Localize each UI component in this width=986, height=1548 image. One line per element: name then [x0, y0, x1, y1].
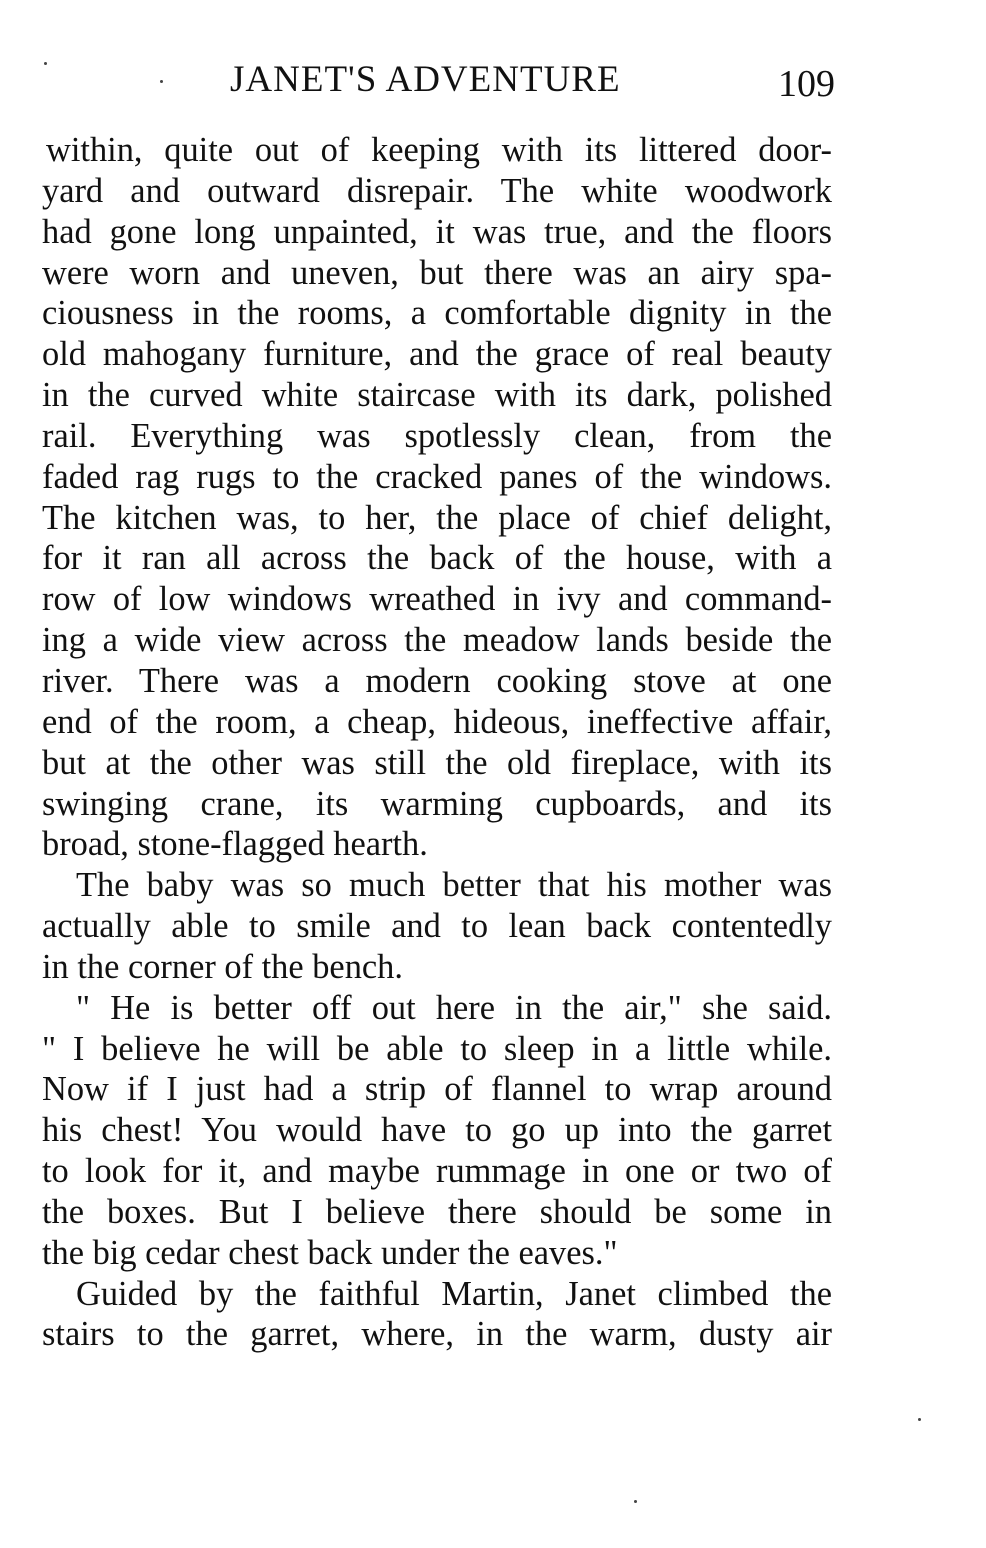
text-line: the boxes. But I believe there should be some in	[42, 1192, 832, 1231]
text-line: had gone long unpainted, it was true, and the floors	[42, 212, 832, 251]
text-line: swinging crane, its warming cupboards, and its	[42, 784, 832, 823]
text-line: in the corner of the bench.	[42, 947, 403, 986]
text-line: row of low windows wreathed in ivy and command-	[42, 580, 832, 619]
text-line: old mahogany furniture, and the grace of real beauty	[42, 335, 832, 374]
text-line: The kitchen was, to her, the place of chief delight,	[42, 498, 832, 537]
scan-speck	[918, 1418, 921, 1421]
text-line: his chest! You would have to go up into the garret	[42, 1111, 832, 1150]
text-line: were worn and uneven, but there was an airy spa-	[42, 253, 832, 292]
text-line: yard and outward disrepair. The white woodwork	[42, 171, 832, 210]
text-line: but at the other was still the old fireplace, with its	[42, 743, 832, 782]
text-line: ciousness in the rooms, a comfortable dignity in the	[42, 294, 832, 333]
page-header	[0, 52, 986, 108]
text-line: faded rag rugs to the cracked panes of the windows.	[42, 457, 832, 496]
text-line: to look for it, and maybe rummage in one or two of	[42, 1152, 832, 1191]
text-line: in the curved white staircase with its dark, polished	[42, 376, 832, 415]
text-line: the big cedar chest back under the eaves."	[42, 1233, 618, 1272]
text-line: actually able to smile and to lean back contentedly	[42, 907, 832, 946]
text-line: for it ran all across the back of the house, with a	[42, 539, 832, 578]
text-line: within, quite out of keeping with its littered door-	[46, 131, 832, 169]
text-line: Guided by the faithful Martin, Janet climbed the	[76, 1274, 832, 1313]
text-line: stairs to the garret, where, in the warm, dusty air	[42, 1315, 832, 1354]
text-line: The baby was so much better that his mother was	[76, 866, 832, 905]
text-line: ing a wide view across the meadow lands beside the	[42, 621, 832, 660]
page-number: 109	[778, 63, 835, 105]
text-line: " He is better off out here in the air," she said.	[76, 988, 832, 1027]
scan-speck	[160, 80, 163, 83]
text-line: rail. Everything was spotlessly clean, from the	[42, 416, 832, 455]
text-line: broad, stone-flagged hearth.	[42, 825, 428, 864]
body-text	[42, 130, 832, 1355]
text-line: end of the room, a cheap, hideous, ineffective affair,	[42, 702, 832, 741]
running-title: JANET'S ADVENTURE	[230, 59, 621, 100]
text-line: " I believe he will be able to sleep in a little while.	[42, 1029, 832, 1068]
text-line: river. There was a modern cooking stove at one	[42, 661, 832, 700]
text-line: Now if I just had a strip of flannel to wrap around	[42, 1070, 832, 1109]
scan-speck	[44, 62, 47, 65]
scan-speck	[634, 1500, 637, 1503]
